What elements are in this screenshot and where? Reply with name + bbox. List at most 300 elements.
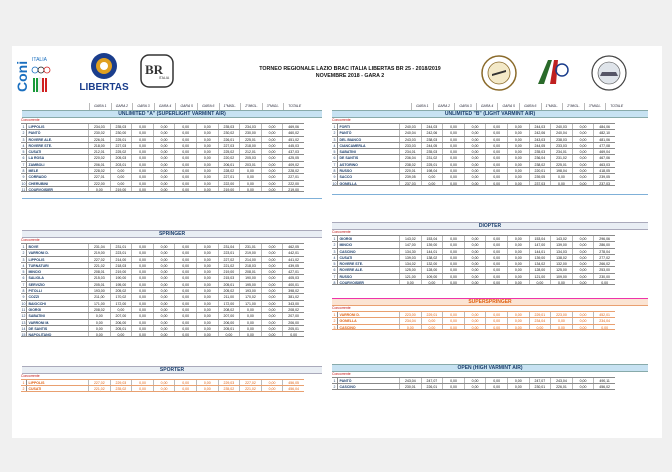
score-cell: 0,00 — [131, 269, 153, 274]
score-cell: 247,07 — [529, 378, 551, 383]
score-cell: 0,00 — [153, 275, 175, 280]
rank-cell: 8 — [333, 281, 336, 286]
score-cell: 0,00 — [261, 263, 283, 268]
score-cell: 0,00 — [110, 307, 132, 312]
column-header: GARA 2 — [111, 103, 133, 110]
score-cell: 238,02 — [399, 162, 421, 167]
rank-cell: 3 — [333, 137, 336, 142]
table-row — [21, 331, 304, 337]
brac-logo — [140, 54, 174, 88]
score-cell: 0,00 — [261, 320, 283, 325]
score-cell: 203,01 — [110, 162, 132, 167]
springer-title: SPRINGER — [22, 230, 322, 238]
score-cell: 0,00 — [131, 326, 153, 331]
score-cell: 221,02 — [88, 263, 110, 268]
table-row — [21, 142, 304, 148]
score-cell: 0,00 — [196, 155, 218, 160]
score-cell: 0,00 — [507, 174, 529, 179]
score-cell: 381,02 — [282, 294, 304, 299]
score-cell: 0,00 — [153, 187, 175, 191]
score-cell: 0,00 — [153, 326, 175, 331]
rank-cell: 6 — [22, 156, 25, 161]
table-row — [21, 385, 304, 391]
rank-cell: 15 — [21, 333, 26, 338]
score-cell: 203,01 — [239, 162, 261, 167]
score-cell: 0,00 — [131, 380, 153, 385]
score-cell: 484,06 — [593, 124, 615, 129]
competitor-name: ROVERE STE. — [337, 261, 399, 266]
score-cell: 0,00 — [196, 294, 218, 299]
score-cell: 227,02 — [218, 257, 240, 262]
score-cell: 0,00 — [196, 124, 218, 129]
score-cell: 139,00 — [550, 242, 572, 247]
brac-sub-text: ITALIA — [158, 76, 170, 80]
score-cell: 0,00 — [174, 149, 196, 154]
score-cell: 215,03 — [88, 275, 110, 280]
score-cell: 240,03 — [399, 124, 421, 129]
table-row — [21, 148, 304, 154]
score-cell: 0,00 — [153, 162, 175, 167]
score-cell: 0,00 — [485, 267, 507, 272]
score-cell: 0,00 — [507, 261, 529, 266]
score-cell: 0,00 — [261, 294, 283, 299]
score-cell: 125,00 — [399, 267, 421, 272]
score-cell: 220,02 — [88, 155, 110, 160]
rank-cell: 1 — [333, 379, 336, 383]
score-cell: 0,00 — [550, 280, 572, 284]
score-cell: 277,02 — [593, 255, 615, 260]
score-cell: 296,06 — [593, 236, 615, 241]
score-cell: 0,00 — [507, 242, 529, 247]
score-cell: 0,00 — [442, 274, 464, 279]
score-cell: 469,06 — [282, 124, 304, 129]
score-cell: 211,00 — [88, 294, 110, 299]
rank-cell: 2 — [22, 251, 25, 256]
score-cell: 0,00 — [464, 130, 486, 135]
score-cell: 0,00 — [507, 155, 529, 160]
score-cell: 398,02 — [282, 288, 304, 293]
score-cell: 214,00 — [239, 257, 261, 262]
score-cell: 0,00 — [196, 149, 218, 154]
score-cell: 0,00 — [507, 274, 529, 279]
rank-cell: 9 — [333, 175, 336, 180]
competitor-name: LA ROSA — [26, 155, 88, 160]
column-header: GARA 1 — [89, 103, 111, 110]
score-cell: 0,00 — [153, 282, 175, 287]
score-cell: 0,00 — [485, 255, 507, 260]
competitor-name: TURNATURI — [26, 263, 88, 268]
score-cell: 0,00 — [442, 181, 464, 185]
score-cell: 0,00 — [131, 181, 153, 186]
table-row — [21, 281, 304, 287]
score-cell: 0,00 — [174, 257, 196, 262]
rank-cell: 2 — [22, 131, 25, 136]
score-cell: 0,00 — [464, 255, 486, 260]
score-cell: 234,01 — [550, 149, 572, 154]
score-cell: 0,00 — [131, 130, 153, 135]
score-cell: 0,00 — [485, 143, 507, 148]
column-header: 3°MIGL. — [584, 103, 606, 110]
score-cell: 0,00 — [261, 380, 283, 385]
rank-cell: 7 — [22, 282, 25, 287]
score-cell: 0,00 — [153, 168, 175, 173]
score-cell: 244,03 — [421, 124, 443, 129]
score-cell: 243,04 — [399, 378, 421, 383]
competitor-name: CUSATI — [26, 386, 88, 390]
score-cell: 0,00 — [88, 332, 110, 336]
table-row — [332, 180, 615, 186]
score-cell: 244,05 — [529, 143, 551, 148]
score-cell: 242,06 — [529, 130, 551, 135]
score-cell: 456,02 — [593, 384, 615, 388]
score-cell: 0,00 — [421, 181, 443, 185]
table-row — [332, 154, 615, 160]
competitor-name: PANTÒ — [26, 130, 88, 135]
score-cell: 0,00 — [572, 236, 594, 241]
score-cell: 230,02 — [218, 130, 240, 135]
score-cell: 220,01 — [399, 168, 421, 173]
score-cell: 0,00 — [196, 380, 218, 385]
title-line-2: NOVEMBRE 2018 - GARA 2 — [315, 73, 385, 79]
score-cell: 0,00 — [442, 318, 464, 323]
score-cell: 0,00 — [572, 137, 594, 142]
competitor-name: CUSATI — [26, 149, 88, 154]
score-cell: 222,00 — [282, 181, 304, 186]
table-row — [332, 266, 615, 272]
score-cell: 0,00 — [507, 325, 529, 329]
score-cell: 0,00 — [88, 313, 110, 318]
score-cell: 0,00 — [550, 318, 572, 323]
score-cell: 0,00 — [550, 325, 572, 329]
score-cell: 445,03 — [282, 143, 304, 148]
score-cell: 278,04 — [593, 249, 615, 254]
score-cell: 0,00 — [239, 187, 261, 191]
score-cell: 208,02 — [88, 307, 110, 312]
table-row — [21, 312, 304, 318]
competitor-name: COURVOISIER — [26, 187, 88, 191]
score-cell: 239,05 — [399, 174, 421, 179]
table-row — [332, 148, 615, 154]
score-cell: 219,00 — [239, 250, 261, 255]
rank-cell: 8 — [22, 169, 25, 174]
coni-text: Coni — [14, 60, 30, 92]
score-cell: 238,03 — [550, 137, 572, 142]
score-cell: 0,00 — [442, 137, 464, 142]
score-cell: 0,00 — [464, 384, 486, 388]
score-cell: 0,00 — [174, 181, 196, 186]
score-cell: 266,02 — [593, 261, 615, 266]
score-cell: 0,00 — [131, 155, 153, 160]
competitor-name: VARRONI M. — [26, 320, 88, 325]
competitor-name: FORTI — [337, 124, 399, 129]
table-row — [332, 136, 615, 142]
score-cell: 219,00 — [110, 269, 132, 274]
score-cell: 226,01 — [550, 384, 572, 388]
unlimited-a-table — [21, 123, 304, 192]
score-cell: 0,00 — [421, 325, 443, 329]
score-cell: 0,00 — [153, 301, 175, 306]
score-cell: 0,00 — [507, 181, 529, 185]
score-cell: 0,00 — [399, 325, 421, 329]
score-cell: 0,00 — [550, 181, 572, 185]
concorrente-label: Concorrente — [332, 118, 351, 122]
score-cell: 0,00 — [485, 236, 507, 241]
score-cell: 0,00 — [131, 307, 153, 312]
score-cell: 0,00 — [174, 301, 196, 306]
score-cell: 0,00 — [174, 320, 196, 325]
divider — [22, 198, 322, 199]
score-cell: 0,00 — [421, 280, 443, 284]
table-row — [21, 319, 304, 325]
score-cell: 0,00 — [131, 250, 153, 255]
rank-cell: 4 — [333, 143, 336, 148]
score-cell: 0,00 — [88, 187, 110, 191]
score-cell: 237,03 — [593, 181, 615, 185]
competitor-name: COZZI — [26, 294, 88, 299]
score-cell: 0,00 — [507, 162, 529, 167]
score-cell: 218,00 — [239, 143, 261, 148]
score-cell: 227,01 — [282, 174, 304, 179]
score-cell: 0,00 — [153, 155, 175, 160]
table-row — [21, 154, 304, 160]
score-cell: 172,00 — [218, 301, 240, 306]
competitor-name: SALIOLA — [26, 275, 88, 280]
score-cell: 132,00 — [550, 261, 572, 266]
competitor-name: CASCINO — [337, 249, 399, 254]
score-cell: 233,03 — [399, 143, 421, 148]
score-cell: 109,00 — [421, 274, 443, 279]
score-cell: 0,00 — [464, 318, 486, 323]
results-sheet — [12, 46, 662, 438]
score-cell: 0,00 — [261, 275, 283, 280]
rank-cell: 2 — [333, 385, 336, 390]
score-cell: 0,00 — [196, 275, 218, 280]
table-row — [332, 173, 615, 179]
table-row — [332, 248, 615, 254]
score-cell: 0,00 — [196, 288, 218, 293]
table-row — [332, 254, 615, 260]
competitor-name: NAPOLITANO — [26, 332, 88, 336]
score-cell: 0,00 — [196, 301, 218, 306]
score-cell: 225,01 — [239, 137, 261, 142]
score-cell: 0,00 — [261, 307, 283, 312]
table-row — [21, 293, 304, 299]
competitor-name: SACCO — [337, 174, 399, 179]
competitor-name: MINCIO — [26, 269, 88, 274]
score-cell: 0,00 — [131, 143, 153, 148]
superspringer-table — [332, 311, 615, 330]
score-cell: 0,00 — [507, 143, 529, 148]
score-cell: 0,00 — [464, 181, 486, 185]
score-cell: 229,03 — [218, 380, 240, 385]
score-cell: 218,03 — [239, 263, 261, 268]
score-cell: 0,00 — [485, 318, 507, 323]
table-row — [21, 268, 304, 274]
score-cell: 0,00 — [239, 307, 261, 312]
score-cell: 0,00 — [239, 313, 261, 318]
rank-cell: 6 — [333, 156, 336, 161]
title-line-1: TORNEO REGIONALE LAZIO BRAC ITALIA LIBERTAS BR 25 - 2018/2019 — [259, 66, 441, 72]
score-cell: 207,00 — [282, 313, 304, 318]
score-cell: 138,02 — [550, 255, 572, 260]
score-cell: 0,00 — [261, 244, 283, 249]
score-cell: 198,04 — [550, 168, 572, 173]
score-cell: 138,02 — [421, 255, 443, 260]
score-cell: 0,00 — [442, 261, 464, 266]
score-cell: 0,00 — [153, 332, 175, 336]
score-cell: 231,02 — [421, 155, 443, 160]
score-cell: 0,00 — [131, 187, 153, 191]
score-cell: 0,00 — [131, 257, 153, 262]
score-cell: 0,00 — [464, 325, 486, 329]
score-cell: 214,00 — [110, 257, 132, 262]
column-header: 1°MIGL. — [541, 103, 563, 110]
score-cell: 172,00 — [110, 301, 132, 306]
score-cell: 0,00 — [507, 124, 529, 129]
concorrente-label: Concorrente — [21, 118, 40, 122]
score-cell: 0,00 — [174, 124, 196, 129]
score-cell: 190,00 — [110, 275, 132, 280]
rank-cell: 6 — [333, 268, 336, 273]
score-cell: 0,00 — [153, 288, 175, 293]
score-cell: 0,00 — [485, 261, 507, 266]
coni-italia-text: ITALIA — [32, 57, 47, 63]
score-cell: 219,00 — [282, 187, 304, 191]
score-cell: 0,00 — [593, 325, 615, 329]
coni-logo — [16, 52, 56, 94]
score-cell: 0,00 — [174, 307, 196, 312]
score-cell: 0,00 — [239, 320, 261, 325]
rank-cell: 3 — [22, 257, 25, 262]
score-cell: 0,00 — [442, 155, 464, 160]
table-row — [332, 235, 615, 241]
score-cell: 452,01 — [593, 312, 615, 317]
score-cell: 231,02 — [550, 155, 572, 160]
score-cell: 0,00 — [153, 174, 175, 179]
score-cell: 437,03 — [282, 149, 304, 154]
score-cell: 208,01 — [88, 269, 110, 274]
score-cell: 139,03 — [399, 255, 421, 260]
score-cell: 0,00 — [261, 257, 283, 262]
score-cell: 439,05 — [282, 263, 304, 268]
score-cell: 0,00 — [550, 174, 572, 179]
score-cell: 206,00 — [110, 320, 132, 325]
score-cell: 0,00 — [110, 174, 132, 179]
score-cell: 0,00 — [261, 162, 283, 167]
score-cell: 206,00 — [282, 320, 304, 325]
table-row — [332, 129, 615, 135]
score-cell: 0,00 — [174, 162, 196, 167]
score-cell: 343,00 — [282, 301, 304, 306]
score-cell: 481,06 — [593, 137, 615, 142]
rank-cell: 2 — [333, 319, 336, 324]
score-cell: 171,00 — [88, 301, 110, 306]
score-cell: 227,02 — [88, 380, 110, 385]
score-cell: 147,00 — [529, 242, 551, 247]
score-cell: 0,00 — [131, 313, 153, 318]
score-cell: 0,00 — [196, 332, 218, 336]
score-cell: 221,02 — [88, 386, 110, 390]
score-cell: 227,03 — [218, 143, 240, 148]
score-cell: 0,00 — [442, 325, 464, 329]
score-cell: 243,04 — [550, 378, 572, 383]
score-cell: 0,00 — [485, 378, 507, 383]
score-cell: 0,00 — [442, 280, 464, 284]
rank-cell: 4 — [333, 255, 336, 260]
score-cell: 0,00 — [153, 320, 175, 325]
score-cell: 467,06 — [593, 155, 615, 160]
score-cell: 490,11 — [593, 378, 615, 383]
score-cell: 229,03 — [110, 380, 132, 385]
score-cell: 0,00 — [442, 149, 464, 154]
score-cell: 0,00 — [572, 143, 594, 148]
score-cell: 221,02 — [218, 263, 240, 268]
table-row — [332, 383, 615, 389]
score-cell: 229,01 — [421, 312, 443, 317]
score-cell: 0,00 — [174, 386, 196, 390]
rank-cell: 4 — [22, 143, 25, 148]
score-cell: 0,00 — [464, 162, 486, 167]
score-cell: 400,01 — [282, 282, 304, 287]
score-cell: 153,04 — [421, 236, 443, 241]
score-cell: 0,00 — [507, 280, 529, 284]
score-cell: 0,00 — [485, 174, 507, 179]
table-row — [332, 311, 615, 317]
score-cell: 0,00 — [131, 162, 153, 167]
score-cell: 0,00 — [153, 380, 175, 385]
sporter-table — [21, 379, 304, 392]
column-header: GARA 5 — [175, 103, 197, 110]
score-cell: 0,00 — [464, 261, 486, 266]
score-cell: 0,00 — [572, 384, 594, 388]
competitor-name: LIPPOLIS — [26, 380, 88, 385]
score-cell: 0,00 — [174, 380, 196, 385]
rank-cell: 1 — [22, 125, 25, 129]
score-cell: 0,00 — [153, 307, 175, 312]
rank-cell: 5 — [333, 150, 336, 155]
score-cell: 0,00 — [196, 244, 218, 249]
score-cell: 0,00 — [572, 312, 594, 317]
score-cell: 0,00 — [442, 130, 464, 135]
table-row — [21, 129, 304, 135]
score-cell: 231,01 — [110, 244, 132, 249]
rank-cell: 11 — [21, 187, 26, 192]
divider — [332, 194, 648, 195]
competitor-name: DE SANTIS — [337, 155, 399, 160]
score-cell: 0,00 — [261, 181, 283, 186]
score-cell: 205,01 — [218, 326, 240, 331]
score-cell: 205,01 — [282, 326, 304, 331]
score-cell: 234,01 — [399, 149, 421, 154]
rank-cell: 2 — [333, 243, 336, 248]
score-cell: 0,00 — [572, 149, 594, 154]
score-cell: 212,01 — [239, 149, 261, 154]
score-cell: 0,00 — [261, 130, 283, 135]
table-row — [332, 142, 615, 148]
score-cell: 235,03 — [529, 149, 551, 154]
competitor-name: MELE — [26, 168, 88, 173]
column-header: GARA 3 — [454, 103, 476, 110]
score-cell: 227,02 — [88, 257, 110, 262]
score-cell: 0,00 — [507, 318, 529, 323]
score-cell: 0,00 — [153, 130, 175, 135]
open-title: OPEN (HIGH VARMINT AIR) — [332, 364, 648, 372]
column-header: 2°MIGL. — [240, 103, 262, 110]
score-cell: 219,00 — [88, 250, 110, 255]
score-cell: 208,01 — [239, 269, 261, 274]
score-cell: 225,02 — [110, 149, 132, 154]
table-row — [332, 167, 615, 173]
